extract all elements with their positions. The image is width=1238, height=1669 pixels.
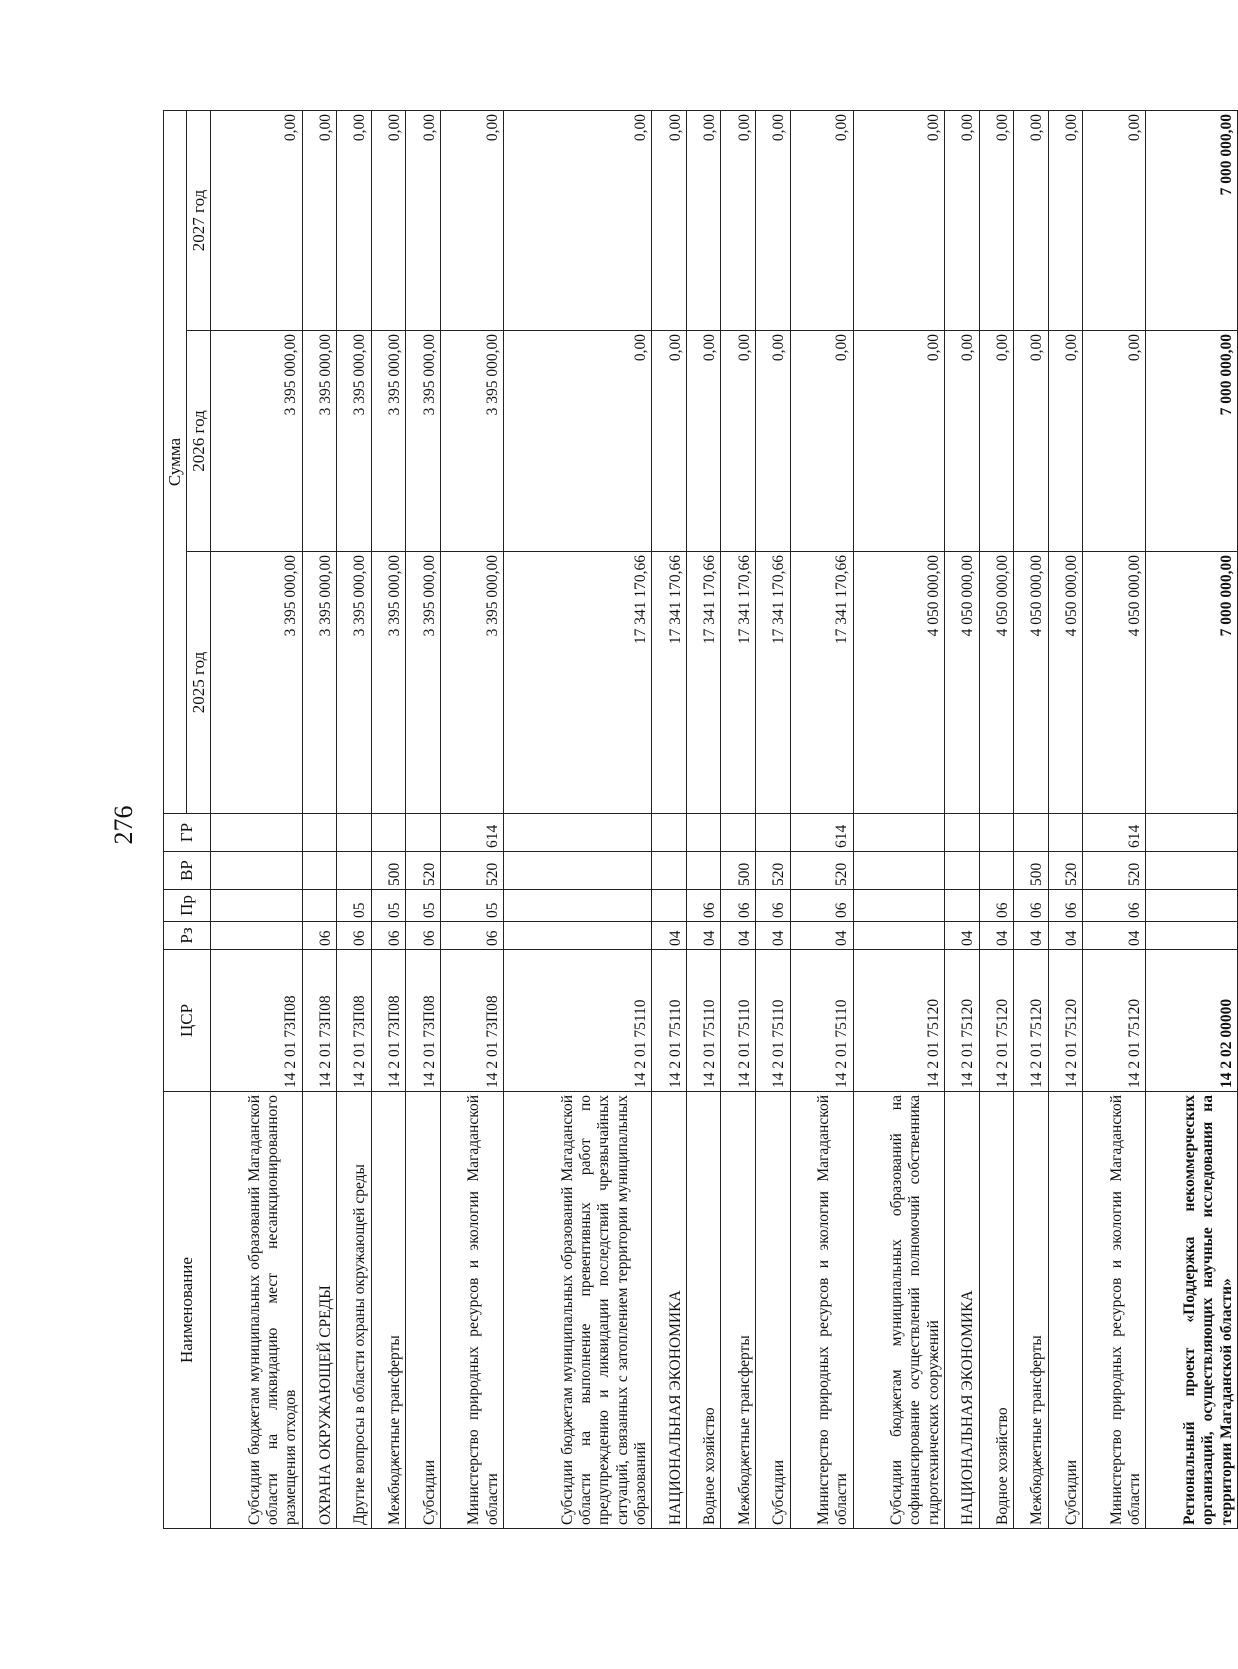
pr-cell: [302, 890, 337, 922]
name-cell: Другие вопросы в области охраны окружающей среды: [337, 1092, 372, 1529]
csr-cell: 14 2 02 00000: [1146, 950, 1238, 1092]
name-cell: Субсидии бюджетам муниципальных образований Магаданской области на выполнение превентивных работ по предупреждению и ликвидации последствий чрезвычайных ситуаций, связанных с затоплением территории муниципальных образований: [503, 1092, 651, 1529]
vr-cell: [211, 852, 303, 890]
amount-2027-cell: 0,00: [302, 110, 337, 330]
pr-cell: [503, 890, 651, 922]
amount-2026-cell: 3 395 000,00: [337, 331, 372, 552]
amount-2025-cell: 17 341 170,66: [790, 552, 853, 814]
table-row: [1048, 110, 1083, 1528]
csr-cell: 14 2 01 73П08: [337, 950, 372, 1092]
table-row: [211, 110, 303, 1528]
rz-cell: [1146, 922, 1238, 950]
amount-2026-cell: 3 395 000,00: [406, 331, 441, 552]
amount-2027-cell: 0,00: [853, 110, 945, 330]
rz-cell: 06: [302, 922, 337, 950]
amount-2025-cell: 4 050 000,00: [1014, 552, 1049, 814]
gr-cell: [1048, 814, 1083, 852]
table-row: [853, 110, 945, 1528]
amount-2026-cell: 0,00: [503, 331, 651, 552]
table-row: [721, 110, 756, 1528]
amount-2025-cell: 7 000 000,00: [1146, 552, 1238, 814]
table-row: [1146, 110, 1238, 1528]
vr-cell: [337, 852, 372, 890]
pr-cell: 06: [790, 890, 853, 922]
table-header: [164, 110, 211, 1528]
gr-cell: [211, 814, 303, 852]
vr-cell: 520: [790, 852, 853, 890]
vr-cell: 500: [371, 852, 406, 890]
page-number: 276: [109, 805, 138, 845]
gr-cell: [371, 814, 406, 852]
header-gr: ГР: [164, 814, 211, 852]
table-row: [790, 110, 853, 1528]
rz-cell: 04: [652, 922, 687, 950]
vr-cell: [302, 852, 337, 890]
amount-2026-cell: 0,00: [686, 331, 721, 552]
csr-cell: 14 2 01 73П08: [406, 950, 441, 1092]
table-row: [652, 110, 687, 1528]
name-cell: Водное хозяйство: [979, 1092, 1014, 1529]
pr-cell: [211, 890, 303, 922]
gr-cell: [503, 814, 651, 852]
vr-cell: 520: [1048, 852, 1083, 890]
vr-cell: 520: [440, 852, 503, 890]
gr-cell: [406, 814, 441, 852]
rz-cell: [211, 922, 303, 950]
vr-cell: 520: [406, 852, 441, 890]
amount-2027-cell: 0,00: [440, 110, 503, 330]
name-cell: Субсидии бюджетам муниципальных образований на софинансирование осуществлений полномочий собственника гидротехнических сооружений: [853, 1092, 945, 1529]
amount-2027-cell: 0,00: [790, 110, 853, 330]
name-cell: НАЦИОНАЛЬНАЯ ЭКОНОМИКА: [945, 1092, 980, 1529]
pr-cell: 06: [755, 890, 790, 922]
rz-cell: 04: [790, 922, 853, 950]
gr-cell: 614: [790, 814, 853, 852]
amount-2025-cell: 3 395 000,00: [406, 552, 441, 814]
table-row: [371, 110, 406, 1528]
header-vr: ВР: [164, 852, 211, 890]
amount-2027-cell: 0,00: [1014, 110, 1049, 330]
csr-cell: 14 2 01 75110: [503, 950, 651, 1092]
amount-2026-cell: 0,00: [979, 331, 1014, 552]
csr-cell: 14 2 01 75120: [1048, 950, 1083, 1092]
header-pr: Пр: [164, 890, 211, 922]
budget-table: [163, 110, 1238, 1529]
rz-cell: 04: [1083, 922, 1146, 950]
csr-cell: 14 2 01 75110: [721, 950, 756, 1092]
pr-cell: [853, 890, 945, 922]
amount-2026-cell: 0,00: [790, 331, 853, 552]
amount-2026-cell: 0,00: [945, 331, 980, 552]
amount-2027-cell: 0,00: [979, 110, 1014, 330]
rz-cell: 04: [686, 922, 721, 950]
amount-2026-cell: 0,00: [755, 331, 790, 552]
amount-2026-cell: 0,00: [721, 331, 756, 552]
amount-2027-cell: 0,00: [755, 110, 790, 330]
header-year-2026: 2026 год: [187, 331, 211, 552]
gr-cell: [853, 814, 945, 852]
header-year-2025: 2025 год: [187, 552, 211, 814]
csr-cell: 14 2 01 73П08: [371, 950, 406, 1092]
rz-cell: 04: [1048, 922, 1083, 950]
amount-2026-cell: 0,00: [652, 331, 687, 552]
pr-cell: 05: [337, 890, 372, 922]
amount-2025-cell: 4 050 000,00: [979, 552, 1014, 814]
table-row: [302, 110, 337, 1528]
header-year-2027: 2027 год: [187, 110, 211, 330]
csr-cell: 14 2 01 73П08: [211, 950, 303, 1092]
name-cell: Субсидии: [406, 1092, 441, 1529]
amount-2027-cell: 0,00: [371, 110, 406, 330]
vr-cell: [979, 852, 1014, 890]
vr-cell: [652, 852, 687, 890]
name-cell: Водное хозяйство: [686, 1092, 721, 1529]
rz-cell: 04: [755, 922, 790, 950]
name-cell: Министерство природных ресурсов и экологии Магаданской области: [440, 1092, 503, 1529]
amount-2026-cell: 0,00: [1048, 331, 1083, 552]
header-csr: ЦСР: [164, 950, 211, 1092]
rz-cell: 04: [721, 922, 756, 950]
rz-cell: [853, 922, 945, 950]
csr-cell: 14 2 01 75120: [1083, 950, 1146, 1092]
rz-cell: 06: [440, 922, 503, 950]
amount-2025-cell: 3 395 000,00: [211, 552, 303, 814]
vr-cell: 520: [1083, 852, 1146, 890]
vr-cell: [686, 852, 721, 890]
gr-cell: [979, 814, 1014, 852]
amount-2025-cell: 4 050 000,00: [1083, 552, 1146, 814]
pr-cell: 05: [440, 890, 503, 922]
csr-cell: 14 2 01 75120: [945, 950, 980, 1092]
pr-cell: 06: [686, 890, 721, 922]
amount-2026-cell: 7 000 000,00: [1146, 331, 1238, 552]
amount-2025-cell: 3 395 000,00: [302, 552, 337, 814]
name-cell: Межбюджетные трансферты: [1014, 1092, 1049, 1529]
amount-2027-cell: 0,00: [211, 110, 303, 330]
amount-2027-cell: 0,00: [337, 110, 372, 330]
amount-2025-cell: 3 395 000,00: [440, 552, 503, 814]
pr-cell: 06: [721, 890, 756, 922]
pr-cell: 06: [1083, 890, 1146, 922]
vr-cell: 520: [755, 852, 790, 890]
name-cell: Министерство природных ресурсов и экологии Магаданской области: [790, 1092, 853, 1529]
csr-cell: 14 2 01 75120: [979, 950, 1014, 1092]
name-cell: Межбюджетные трансферты: [721, 1092, 756, 1529]
gr-cell: [1014, 814, 1049, 852]
csr-cell: 14 2 01 75120: [853, 950, 945, 1092]
vr-cell: [853, 852, 945, 890]
amount-2025-cell: 3 395 000,00: [337, 552, 372, 814]
csr-cell: 14 2 01 75110: [686, 950, 721, 1092]
name-cell: ОХРАНА ОКРУЖАЮЩЕЙ СРЕДЫ: [302, 1092, 337, 1529]
gr-cell: [755, 814, 790, 852]
amount-2026-cell: 3 395 000,00: [302, 331, 337, 552]
amount-2027-cell: 7 000 000,00: [1146, 110, 1238, 330]
csr-cell: 14 2 01 73П08: [302, 950, 337, 1092]
amount-2027-cell: 0,00: [686, 110, 721, 330]
amount-2025-cell: 4 050 000,00: [1048, 552, 1083, 814]
table-row: [406, 110, 441, 1528]
amount-2026-cell: 3 395 000,00: [211, 331, 303, 552]
amount-2027-cell: 0,00: [721, 110, 756, 330]
amount-2025-cell: 4 050 000,00: [945, 552, 980, 814]
gr-cell: [945, 814, 980, 852]
table-row: [686, 110, 721, 1528]
csr-cell: 14 2 01 75110: [652, 950, 687, 1092]
name-cell: Министерство природных ресурсов и экологии Магаданской области: [1083, 1092, 1146, 1529]
pr-cell: 05: [406, 890, 441, 922]
rz-cell: 04: [979, 922, 1014, 950]
name-cell: Межбюджетные трансферты: [371, 1092, 406, 1529]
rz-cell: 04: [945, 922, 980, 950]
header-name: Наименование: [164, 1092, 211, 1529]
table-row: [1083, 110, 1146, 1528]
gr-cell: [686, 814, 721, 852]
amount-2027-cell: 0,00: [652, 110, 687, 330]
amount-2025-cell: 17 341 170,66: [721, 552, 756, 814]
pr-cell: [945, 890, 980, 922]
pr-cell: 06: [979, 890, 1014, 922]
amount-2025-cell: 4 050 000,00: [853, 552, 945, 814]
rz-cell: 06: [406, 922, 441, 950]
gr-cell: 614: [1083, 814, 1146, 852]
rz-cell: 04: [1014, 922, 1049, 950]
vr-cell: 500: [721, 852, 756, 890]
gr-cell: [337, 814, 372, 852]
header-sum: Сумма: [164, 110, 187, 813]
amount-2026-cell: 0,00: [1014, 331, 1049, 552]
name-cell: Субсидии бюджетам муниципальных образований Магаданской области на ликвидацию мест несанкционированного размещения отходов: [211, 1092, 303, 1529]
amount-2027-cell: 0,00: [1048, 110, 1083, 330]
pr-cell: 05: [371, 890, 406, 922]
amount-2025-cell: 17 341 170,66: [652, 552, 687, 814]
amount-2027-cell: 0,00: [1083, 110, 1146, 330]
amount-2025-cell: 17 341 170,66: [755, 552, 790, 814]
amount-2025-cell: 17 341 170,66: [503, 552, 651, 814]
rz-cell: 06: [337, 922, 372, 950]
name-cell: Региональный проект «Поддержка некоммерческих организаций, осуществляющих научные исследования на территории Магаданской области»: [1146, 1092, 1238, 1529]
vr-cell: [503, 852, 651, 890]
gr-cell: [721, 814, 756, 852]
csr-cell: 14 2 01 73П08: [440, 950, 503, 1092]
amount-2027-cell: 0,00: [503, 110, 651, 330]
vr-cell: [945, 852, 980, 890]
gr-cell: [1146, 814, 1238, 852]
name-cell: НАЦИОНАЛЬНАЯ ЭКОНОМИКА: [652, 1092, 687, 1529]
amount-2026-cell: 3 395 000,00: [440, 331, 503, 552]
amount-2025-cell: 3 395 000,00: [371, 552, 406, 814]
amount-2026-cell: 3 395 000,00: [371, 331, 406, 552]
rz-cell: [503, 922, 651, 950]
name-cell: Субсидии: [755, 1092, 790, 1529]
pr-cell: 06: [1048, 890, 1083, 922]
table-row: [945, 110, 980, 1528]
gr-cell: [302, 814, 337, 852]
pr-cell: [1146, 890, 1238, 922]
pr-cell: [652, 890, 687, 922]
table-row: [755, 110, 790, 1528]
amount-2026-cell: 0,00: [1083, 331, 1146, 552]
gr-cell: 614: [440, 814, 503, 852]
name-cell: Субсидии: [1048, 1092, 1083, 1529]
table-body: [211, 110, 1238, 1528]
table-row: [337, 110, 372, 1528]
header-rz: Рз: [164, 922, 211, 950]
vr-cell: [1146, 852, 1238, 890]
amount-2026-cell: 0,00: [853, 331, 945, 552]
table-row: [440, 110, 503, 1528]
rotated-table-wrapper: [163, 111, 1238, 1529]
csr-cell: 14 2 01 75120: [1014, 950, 1049, 1092]
rz-cell: 06: [371, 922, 406, 950]
gr-cell: [652, 814, 687, 852]
table-row: [1014, 110, 1049, 1528]
vr-cell: 500: [1014, 852, 1049, 890]
table-row: [979, 110, 1014, 1528]
amount-2027-cell: 0,00: [406, 110, 441, 330]
pr-cell: 06: [1014, 890, 1049, 922]
csr-cell: 14 2 01 75110: [755, 950, 790, 1092]
csr-cell: 14 2 01 75110: [790, 950, 853, 1092]
amount-2025-cell: 17 341 170,66: [686, 552, 721, 814]
amount-2027-cell: 0,00: [945, 110, 980, 330]
table-row: [503, 110, 651, 1528]
